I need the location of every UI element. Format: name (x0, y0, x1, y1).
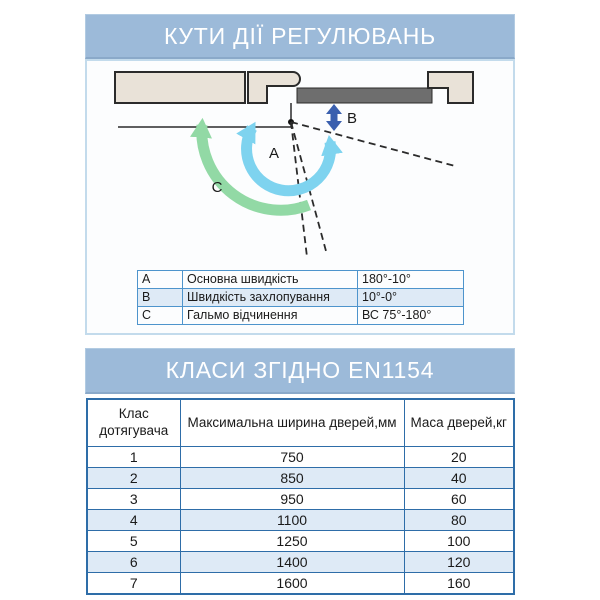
cell-mass: 160 (404, 573, 514, 595)
door-position-line-3 (291, 122, 455, 166)
table-row (87, 489, 514, 510)
en1154-classes-table (86, 398, 515, 595)
cell-mass: 80 (404, 510, 514, 531)
cell-mass: 60 (404, 489, 514, 510)
table-row (138, 307, 464, 325)
arrow-latch-speed (326, 104, 342, 131)
table-row (87, 531, 514, 552)
cell-class: 4 (87, 510, 180, 531)
label-b: B (346, 110, 358, 127)
angle-range: ВС 75°-180° (358, 307, 464, 325)
header-row (87, 399, 514, 447)
cell-class: 1 (87, 447, 180, 468)
angle-name: Гальмо відчинення (183, 307, 358, 325)
cell-class: 3 (87, 489, 180, 510)
hinge-jamb (248, 72, 300, 103)
angle-name: Швидкість захлопування (183, 289, 358, 307)
cell-class: 5 (87, 531, 180, 552)
cell-class: 6 (87, 552, 180, 573)
table-row (87, 447, 514, 468)
cell-width: 1600 (180, 573, 404, 595)
angle-key: C (138, 307, 183, 325)
cell-mass: 20 (404, 447, 514, 468)
cell-mass: 120 (404, 552, 514, 573)
cell-width: 1100 (180, 510, 404, 531)
cell-width: 1400 (180, 552, 404, 573)
table-row (87, 510, 514, 531)
cell-width: 1250 (180, 531, 404, 552)
section-title-classes-text: КЛАСИ ЗГІДНО EN1154 (165, 357, 435, 383)
door-leaf-closed (297, 88, 432, 103)
column-header-class: Клас дотягувача (87, 399, 180, 447)
section-title-angles-text: КУТИ ДІЇ РЕГУЛЮВАНЬ (163, 22, 437, 49)
table-row (138, 271, 464, 289)
cell-width: 950 (180, 489, 404, 510)
cell-mass: 40 (404, 468, 514, 489)
cell-class: 7 (87, 573, 180, 595)
strike-jamb (428, 72, 473, 103)
angle-key: B (138, 289, 183, 307)
angle-range: 10°-0° (358, 289, 464, 307)
angle-key: A (138, 271, 183, 289)
table-row (138, 289, 464, 307)
angle-range: 180°-10° (358, 271, 464, 289)
arc-main-speed (247, 128, 331, 191)
angle-name: Основна швидкість (183, 271, 358, 289)
wall-left (115, 72, 245, 103)
table-row (87, 468, 514, 489)
cell-width: 850 (180, 468, 404, 489)
label-a: A (268, 145, 280, 162)
table-row (87, 573, 514, 595)
door-frame-plan (115, 72, 473, 103)
column-header-width: Максимальна ширина дверей,мм (180, 399, 404, 447)
table-row (87, 552, 514, 573)
cell-class: 2 (87, 468, 180, 489)
wall-line (118, 103, 291, 127)
adjustment-angles-table (137, 270, 464, 325)
section-title-angles (85, 14, 515, 59)
cell-mass: 100 (404, 531, 514, 552)
section-title-classes (85, 348, 515, 394)
column-header-mass: Маса дверей,кг (404, 399, 514, 447)
door-closer-diagram-panel (85, 59, 515, 335)
label-c: C (211, 179, 223, 196)
cell-width: 750 (180, 447, 404, 468)
